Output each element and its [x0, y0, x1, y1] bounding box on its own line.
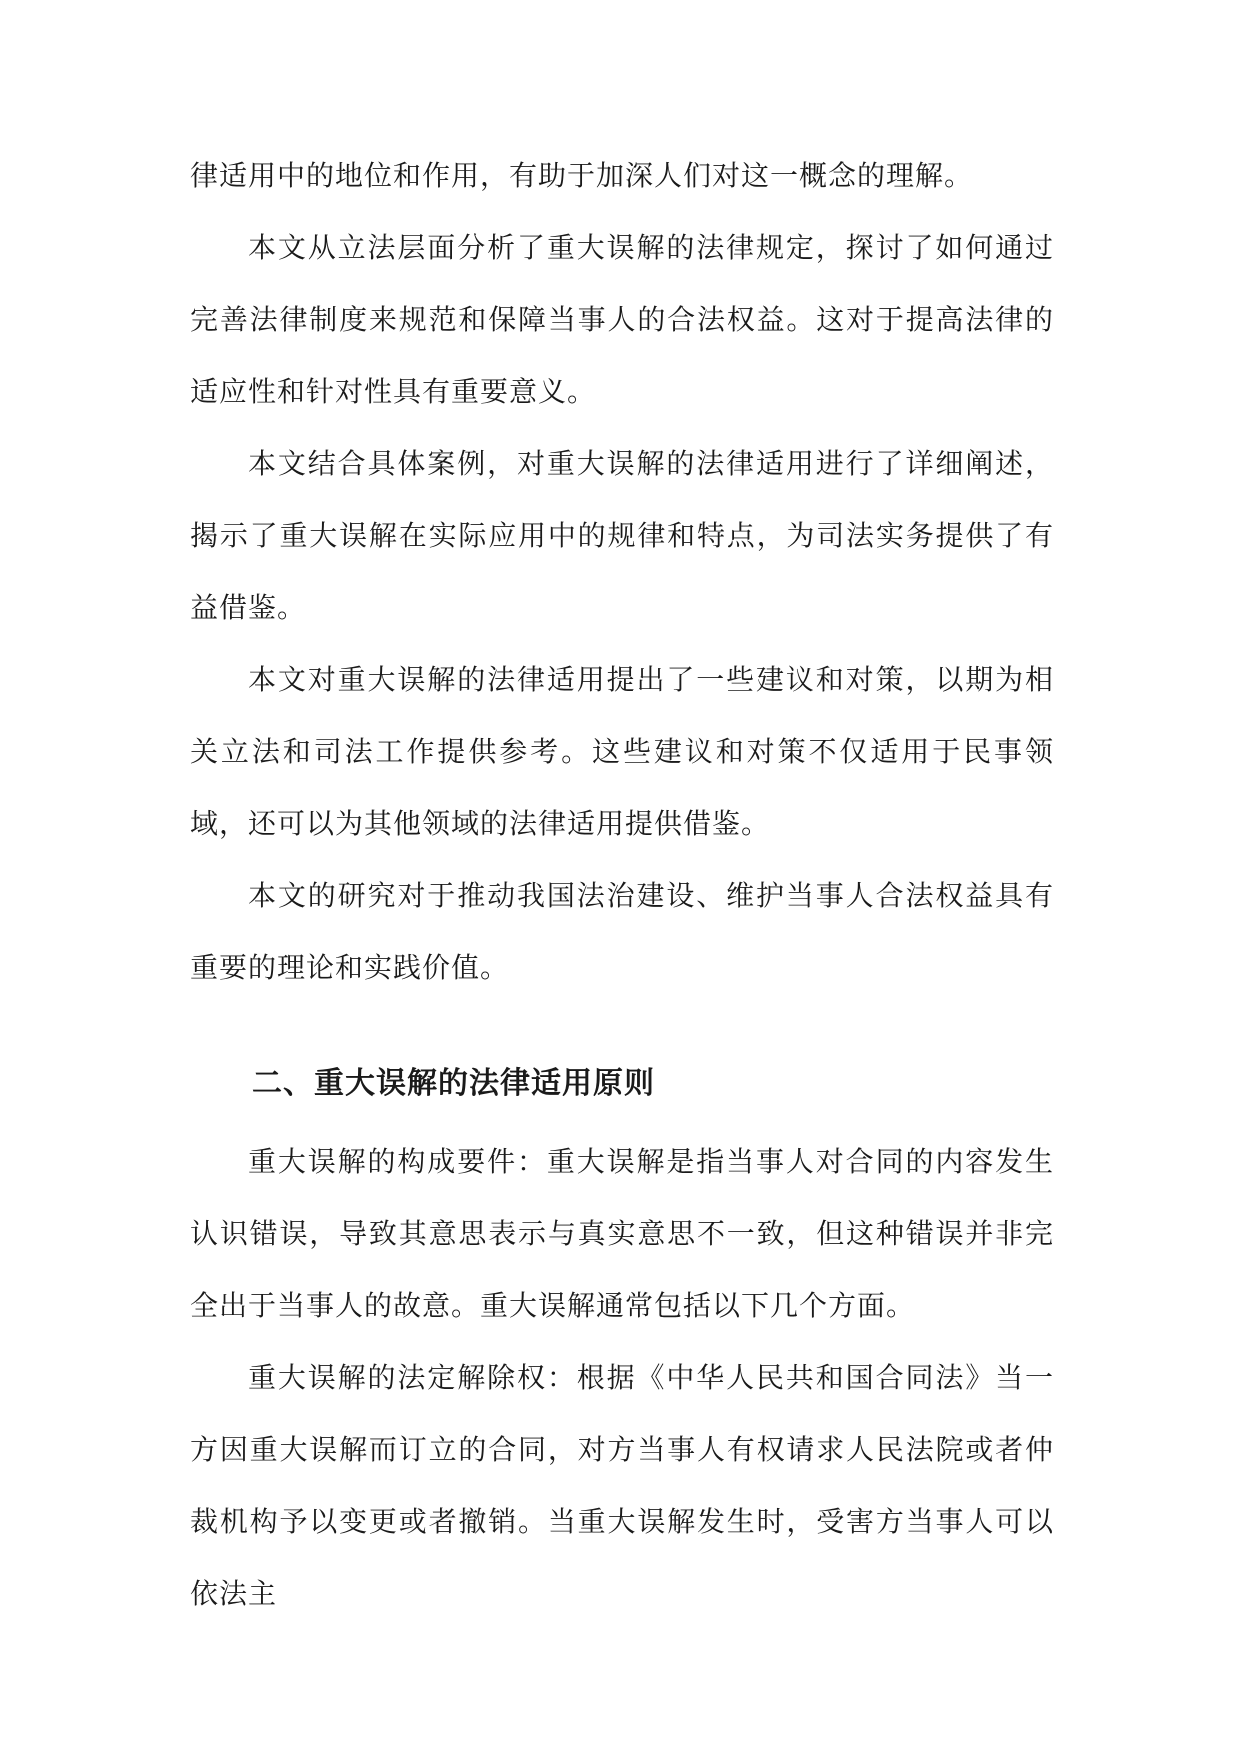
- paragraph-legislation: 本文从立法层面分析了重大误解的法律规定，探讨了如何通过完善法律制度来规范和保障当事人的合法权益。这对于提高法律的适应性和针对性具有重要意义。: [190, 231, 1054, 408]
- document-body: [190, 140, 1054, 1630]
- paragraph-significance: 本文的研究对于推动我国法治建设、维护当事人合法权益具有重要的理论和实践价值。: [190, 879, 1054, 984]
- section-heading: 二、重大误解的法律适用原则: [252, 1066, 655, 1101]
- paragraph-cases: 本文结合具体案例，对重大误解的法律适用进行了详细阐述，揭示了重大误解在实际应用中的规律和特点，为司法实务提供了有益借鉴。: [190, 447, 1054, 624]
- paragraph-rescission: 重大误解的法定解除权：根据《中华人民共和国合同法》当一方因重大误解而订立的合同，对方当事人有权请求人民法院或者仲裁机构予以变更或者撤销。当重大误解发生时，受害方当事人可以依法主: [190, 1361, 1054, 1610]
- paragraph-elements: 重大误解的构成要件：重大误解是指当事人对合同的内容发生认识错误，导致其意思表示与真实意思不一致，但这种错误并非完全出于当事人的故意。重大误解通常包括以下几个方面。: [190, 1145, 1054, 1322]
- paragraph-continued: 律适用中的地位和作用，有助于加深人们对这一概念的理解。: [190, 159, 974, 192]
- paragraph-suggestions: 本文对重大误解的法律适用提出了一些建议和对策，以期为相关立法和司法工作提供参考。这些建议和对策不仅适用于民事领域，还可以为其他领域的法律适用提供借鉴。: [190, 663, 1054, 840]
